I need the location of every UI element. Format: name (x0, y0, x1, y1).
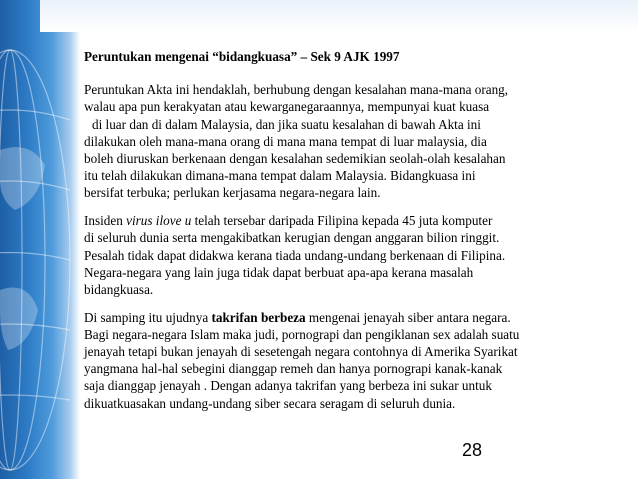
text-line: itu telah dilakukan dimana-mana tempat dalam Malaysia. Bidangkuasa ini (84, 168, 476, 184)
text-line: di seluruh dunia serta mengakibatkan kerugian dengan anggaran bilion ringgit. (84, 230, 500, 246)
paragraph-jurisdiction (84, 81, 630, 201)
text-line: di luar dan di dalam Malaysia, dan jika suatu kesalahan di bawah Akta ini (92, 116, 481, 132)
text-segment: Di samping itu ujudnya (84, 309, 212, 325)
text-line: dikuatkuasakan undang-undang siber secara seragam di seluruh dunia. (84, 395, 456, 411)
text-line: walau apa pun kerakyatan atau kewarganegaraannya, mempunyai kuat kuasa (84, 99, 490, 115)
virus-name: virus ilove u (126, 213, 192, 229)
text-line: Pesalah tidak dapat didakwa kerana tiada undang-undang berkenaan di Filipina. (84, 247, 506, 263)
text-line: Negara-negara yang lain juga tidak dapat berbuat apa-apa kerana masalah (84, 264, 474, 280)
text-line: jenayah tetapi bukan jenayah di sesetengah negara contohnya di Amerika Syarikat (84, 344, 518, 360)
page-number: 28 (462, 440, 483, 460)
text-line: dilakukan oleh mana-mana orang di mana mana tempat di luar malaysia, dia (84, 133, 487, 149)
slide-heading: Peruntukan mengenai “bidangkuasa” – Sek 9 AJK 1997 (84, 49, 400, 64)
text-line: Peruntukan Akta ini hendaklah, berhubung dengan kesalahan mana-mana orang, (84, 82, 509, 98)
text-segment: Insiden (84, 213, 127, 229)
paragraph-differing-definitions (84, 309, 630, 412)
text-segment: mengenai jenayah siber antara negara. (305, 309, 511, 325)
text-line: bidangkuasa. (84, 281, 154, 297)
text-segment: telah tersebar daripada Filipina kepada 45 juta komputer (191, 213, 493, 229)
emphasis-term: takrifan berbeza (211, 309, 306, 325)
text-line: boleh diuruskan berkenaan dengan kesalahan sedemikian seolah-olah kesalahan (84, 151, 506, 167)
text-line: Bagi negara-negara Islam maka judi, pornograpi dan pengiklanan sex adalah suatu (84, 326, 520, 342)
slide-content (84, 48, 630, 422)
text-line: bersifat terbuka; perlukan kerjasama negara-negara lain. (84, 185, 381, 201)
text-line: saja dianggap jenayah . Dengan adanya takrifan yang berbeza ini sukar untuk (84, 378, 492, 394)
globe-icon (0, 0, 80, 479)
top-decorative-strip (40, 0, 638, 32)
decorative-globe-band (0, 0, 80, 479)
text-line (84, 212, 630, 229)
paragraph-ilove-virus (84, 212, 630, 298)
text-line (84, 309, 630, 326)
text-line: yangmana hal-hal sebegini dianggap remeh dan hanya pornograpi kanak-kanak (84, 361, 503, 377)
